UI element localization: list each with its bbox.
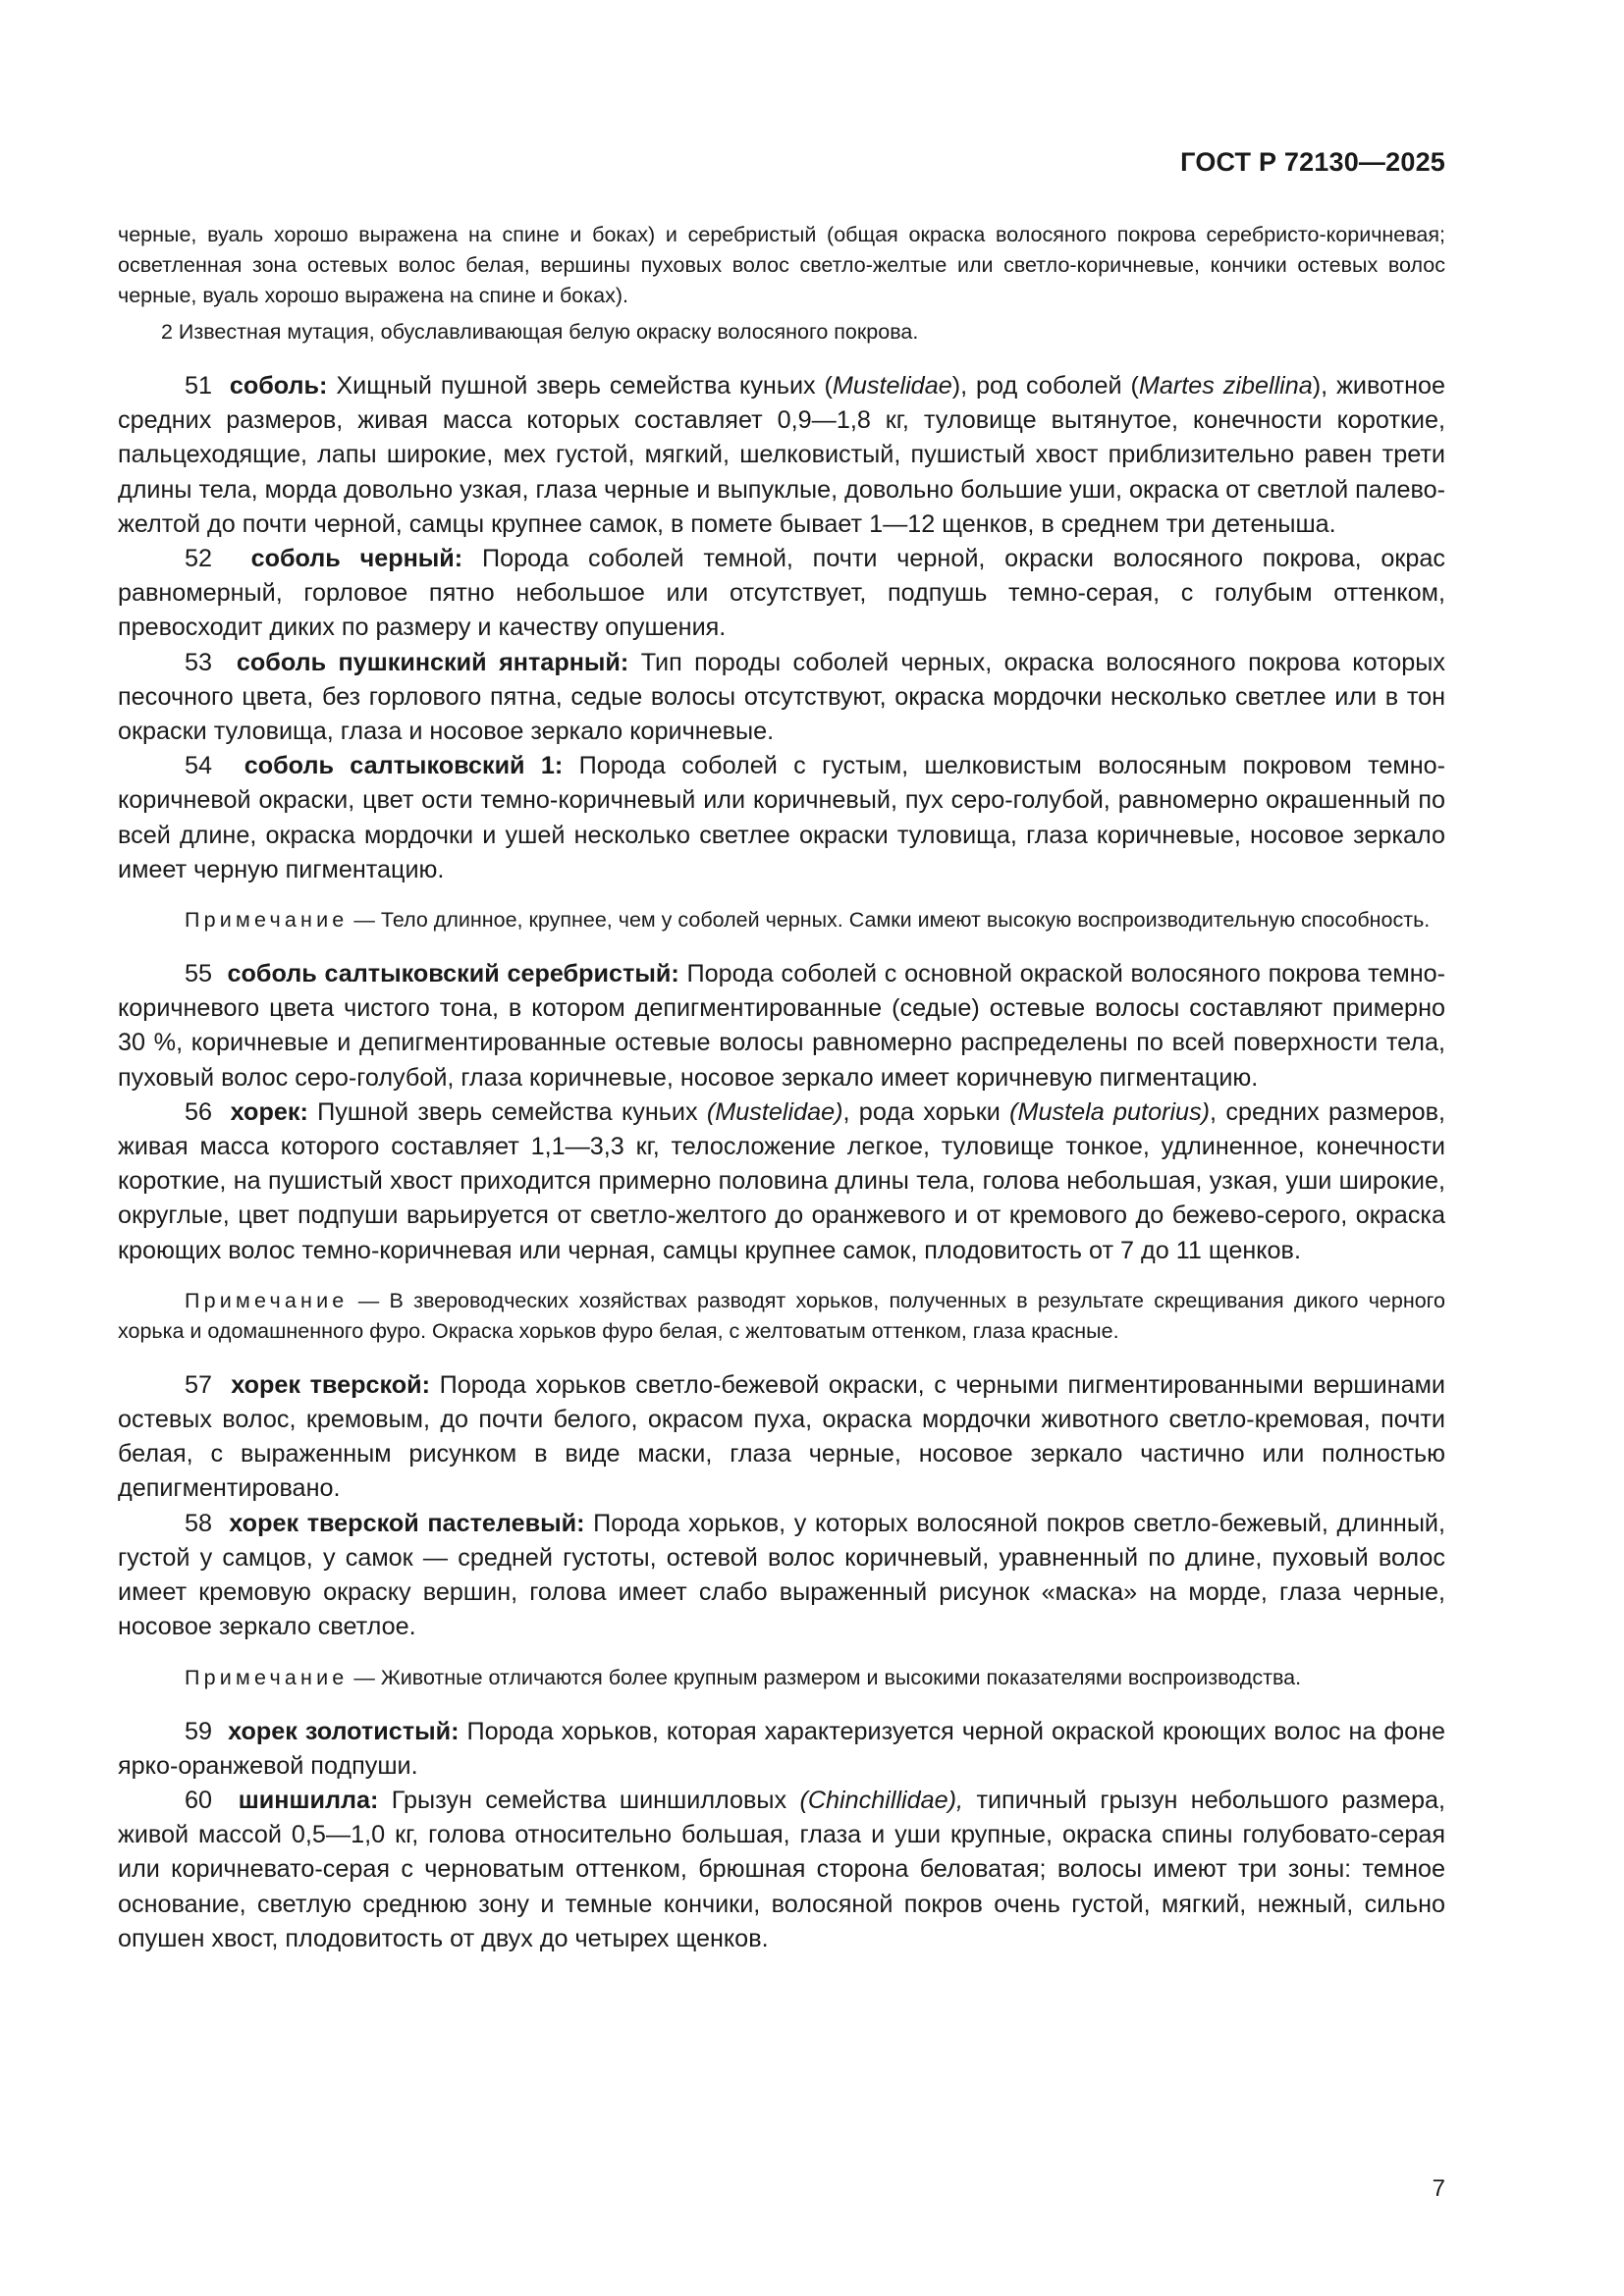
- note-text: — Животные отличаются более крупным размером и высокими показателями воспроизводства.: [348, 1665, 1302, 1689]
- definition-text: Грызун семейства шиншилловых: [378, 1786, 800, 1814]
- term-name: соболь салтыковский серебристый:: [227, 960, 679, 988]
- definition-text: Порода соболей с густым, шелковистым волосяным покровом темно-коричневой окраски, цвет ости темно-коричневый или коричневый, пух серо-голубой, равномерно окрашенный по всей длине, окраска мордочки и ушей несколько светлее окраски туловища, глаза коричневые, носовое зеркало имеет черную пигментацию.: [118, 752, 1446, 883]
- note-label: Примечание: [185, 908, 349, 933]
- note-text: — В звероводческих хозяйствах разводят хорьков, полученных в результате скрещивания дикого черного хорька и одомашненного фуро. Окраска хорьков фуро белая, с желтоватым оттенком, глаза красные.: [118, 1288, 1445, 1343]
- latin-name: Mustelidae: [832, 372, 952, 400]
- term-name: хорек золотистый:: [228, 1717, 460, 1745]
- term-entry-56: [118, 1095, 1445, 1268]
- definition-text: Порода хорьков, которая характеризуется черной окраской кроющих волос на фоне ярко-оранжевой подпуши.: [118, 1717, 1446, 1780]
- term-entry-51: [118, 369, 1445, 542]
- footnote-2: 2 Известная мутация, обуславливающая белую окраску волосяного покрова.: [161, 320, 919, 344]
- term-name: хорек тверской:: [231, 1370, 430, 1399]
- latin-name: (Mustela putorius): [1009, 1097, 1211, 1126]
- definition-text: ), животное средних размеров, живая масса которых составляет 0,9—1,8 кг, туловище вытянутое, конечности короткие, пальцеходящие, лапы широкие, мех густой, мягкий, шелковистый, пушистый хвост приблизительно равен трети длины тела, морда довольно узкая, глаза черные и выпуклые, довольно большие уши, окраска от светлой палево-желтой до почти черной, самцы крупнее самок, в помете бывает 1—12 щенков, в среднем три детеныша.: [118, 372, 1445, 538]
- term-entry-59: [118, 1715, 1445, 1784]
- term-number: 58: [185, 1509, 213, 1537]
- term-number: 60: [185, 1786, 213, 1814]
- term-number: 56: [185, 1097, 213, 1126]
- definition-text: Тип породы соболей черных, окраска волосяного покрова которых песочного цвета, без горлового пятна, седые волосы отсутствуют, окраска мордочки несколько светлее или в тон окраски туловища, глаза и носовое зеркало коричневые.: [118, 648, 1446, 746]
- term-number: 51: [185, 372, 213, 400]
- term-number: 55: [185, 960, 213, 988]
- document-body: [118, 220, 1445, 1956]
- page-number: 7: [1432, 2175, 1445, 2202]
- definition-text: Порода хорьков светло-бежевой окраски, с черными пигментированными вершинами остевых волос, кремовым, до почти белого, окрасом пуха, окраска мордочки животного светло-кремовая, почти белая, с выраженным рисунком в виде маски, глаза черные, носовое зеркало частично или полностью депигментировано.: [118, 1370, 1445, 1503]
- latin-name: Martes zibellina: [1138, 372, 1313, 400]
- term-name: соболь салтыковский 1:: [244, 752, 564, 780]
- definition-text: ), род соболей (: [951, 372, 1139, 400]
- definition-text: , рода хорьки: [842, 1097, 1010, 1126]
- note-58: [118, 1663, 1445, 1693]
- definition-text: Хищный пушной зверь семейства куньих (: [327, 372, 833, 400]
- definition-text: Порода соболей темной, почти черной, окраски волосяного покрова, окрас равномерный, горловое пятно небольшое или отсутствует, подпушь темно-серая, с голубым оттенком, превосходит диких по размеру и качеству опушения.: [118, 545, 1445, 642]
- term-entry-53: [118, 646, 1445, 750]
- note-label: Примечание: [185, 1665, 349, 1689]
- latin-name: (Mustelidae): [706, 1097, 843, 1126]
- term-number: 54: [185, 752, 213, 780]
- definition-text: Порода хорьков, у которых волосяной покров светло-бежевый, длинный, густой у самцов, у самок — средней густоты, остевой волос коричневый, уравненный по длине, пуховый волос имеет кремовую окраску вершин, голова имеет слабо выраженный рисунок «маска» на морде, глаза черные, носовое зеркало светлое.: [118, 1509, 1445, 1641]
- term-number: 53: [185, 648, 213, 676]
- note-56: [118, 1286, 1445, 1347]
- continued-footnote: черные, вуаль хорошо выражена на спине и боках) и серебристый (общая окраска волосяного покрова серебристо-коричневая; осветленная зона остевых волос белая, вершины пуховых волос светло-желтые или светло-коричневые, кончики остевых волос черные, вуаль хорошо выражена на спине и боках).: [118, 223, 1445, 307]
- definition-text: , средних размеров, живая масса которого составляет 1,1—3,3 кг, телосложение легкое, туловище тонкое, удлиненное, конечности короткие, на пушистый хвост приходится примерно половина длины тела, голова небольшая, узкая, уши широкие, округлые, цвет подпуши варьируется от светло-желтого до оранжевого и от кремового до бежево-серого, окраска кроющих волос темно-коричневая или черная, самцы крупнее самок, плодовитость от 7 до 11 щенков.: [118, 1097, 1445, 1264]
- term-number: 59: [185, 1717, 213, 1745]
- term-name: хорек тверской пастелевый:: [229, 1509, 585, 1537]
- term-entry-57: [118, 1368, 1445, 1507]
- definition-text: Порода соболей с основной окраской волосяного покрова темно-коричневого цвета чистого тона, в котором депигментированные (седые) остевые волосы составляют примерно 30 %, коричневые и депигментированные остевые волосы равномерно распределены по всей поверхности тела, пуховый волос серо-голубой, глаза коричневые, носовое зеркало имеет коричневую пигментацию.: [118, 960, 1446, 1092]
- term-entry-55: [118, 957, 1445, 1095]
- term-entry-52: [118, 542, 1445, 646]
- term-name: соболь пушкинский янтарный:: [236, 648, 629, 676]
- note-text: — Тело длинное, крупнее, чем у соболей черных. Самки имеют высокую воспроизводительную способность.: [348, 908, 1431, 933]
- note-54: [118, 905, 1445, 935]
- term-name: соболь черный:: [250, 545, 463, 573]
- term-name: хорек:: [230, 1097, 308, 1126]
- term-name: соболь:: [229, 372, 328, 400]
- note-label: Примечание: [185, 1288, 349, 1312]
- definition-text: типичный грызун небольшого размера, живой массой 0,5—1,0 кг, голова относительно большая, глаза и уши крупные, окраска спины голубовато-серая или коричневато-серая с черноватым оттенком, брюшная сторона беловатая; волосы имеют три зоны: темное основание, светлую среднюю зону и темные кончики, волосяной покров очень густой, мягкий, нежный, сильно опушен хвост, плодовитость от двух до четырех щенков.: [118, 1786, 1445, 1952]
- term-entry-54: [118, 749, 1445, 887]
- term-entry-58: [118, 1507, 1445, 1645]
- term-number: 52: [185, 545, 213, 573]
- term-number: 57: [185, 1370, 213, 1399]
- term-name: шиншилла:: [238, 1786, 379, 1814]
- term-entry-60: [118, 1784, 1445, 1956]
- standard-designation: ГОСТ Р 72130—2025: [1180, 147, 1445, 177]
- definition-text: Пушной зверь семейства куньих: [307, 1097, 707, 1126]
- latin-name: (Chinchillidae),: [799, 1786, 964, 1814]
